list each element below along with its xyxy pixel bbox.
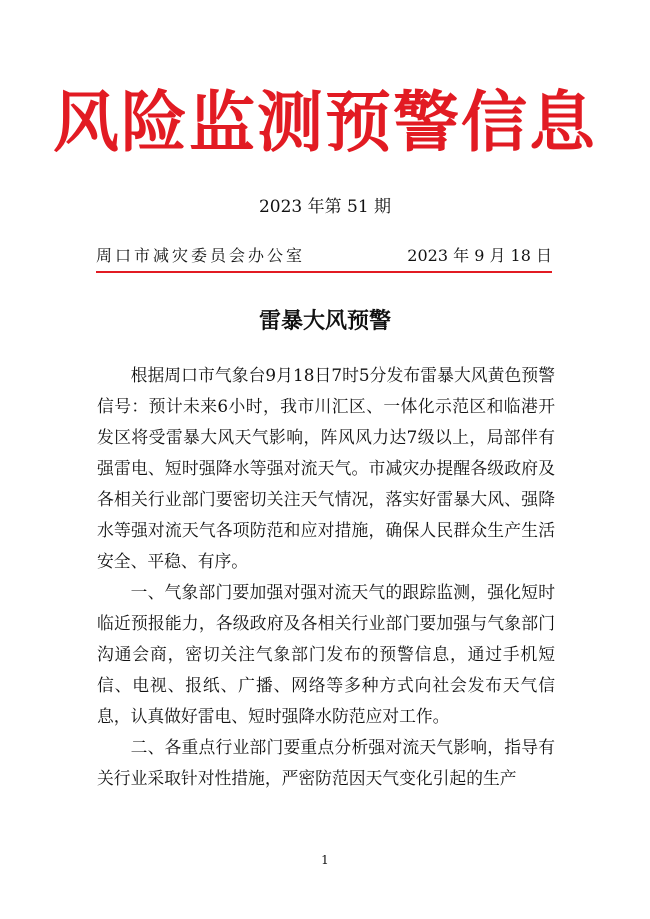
red-divider <box>96 271 552 273</box>
paragraph-item-2: 二、各重点行业部门要重点分析强对流天气影响，指导有关行业采取针对性措施，严密防范因天气变化引起的生产 <box>97 737 555 788</box>
issuer-row <box>96 244 552 268</box>
issue-date: 2023 年 9 月 18 日 <box>407 246 552 265</box>
document-body <box>97 360 555 794</box>
page-number: 1 <box>321 853 329 867</box>
issue-number: 2023 年第 51 期 <box>258 197 392 217</box>
masthead-title: 风险监测预警信息 <box>53 83 597 161</box>
paragraph-intro: 根据周口市气象台9月18日7时5分发布雷暴大风黄色预警信号：预计未来6小时，我市川汇区、一体化示范区和临港开发区将受雷暴大风天气影响，阵风风力达7级以上，局部伴有强雷电、短时强降水等强对流天气。市减灾办提醒各级政府及各相关行业部门要密切关注天气情况，落实好雷暴大风、强降水等强对流天气各项防范和应对措施，确保人民群众生产生活安全、平稳、有序。 <box>97 365 555 571</box>
paragraph-item-1: 一、气象部门要加强对强对流天气的跟踪监测，强化短时临近预报能力，各级政府及各相关行业部门要加强与气象部门沟通会商，密切关注气象部门发布的预警信息，通过手机短信、电视、报纸、广播、网络等多种方式向社会发布天气信息，认真做好雷电、短时强降水防范应对工作。 <box>97 582 555 726</box>
issuer-name: 周口市减灾委员会办公室 <box>96 246 306 265</box>
document-title: 雷暴大风预警 <box>258 308 391 334</box>
